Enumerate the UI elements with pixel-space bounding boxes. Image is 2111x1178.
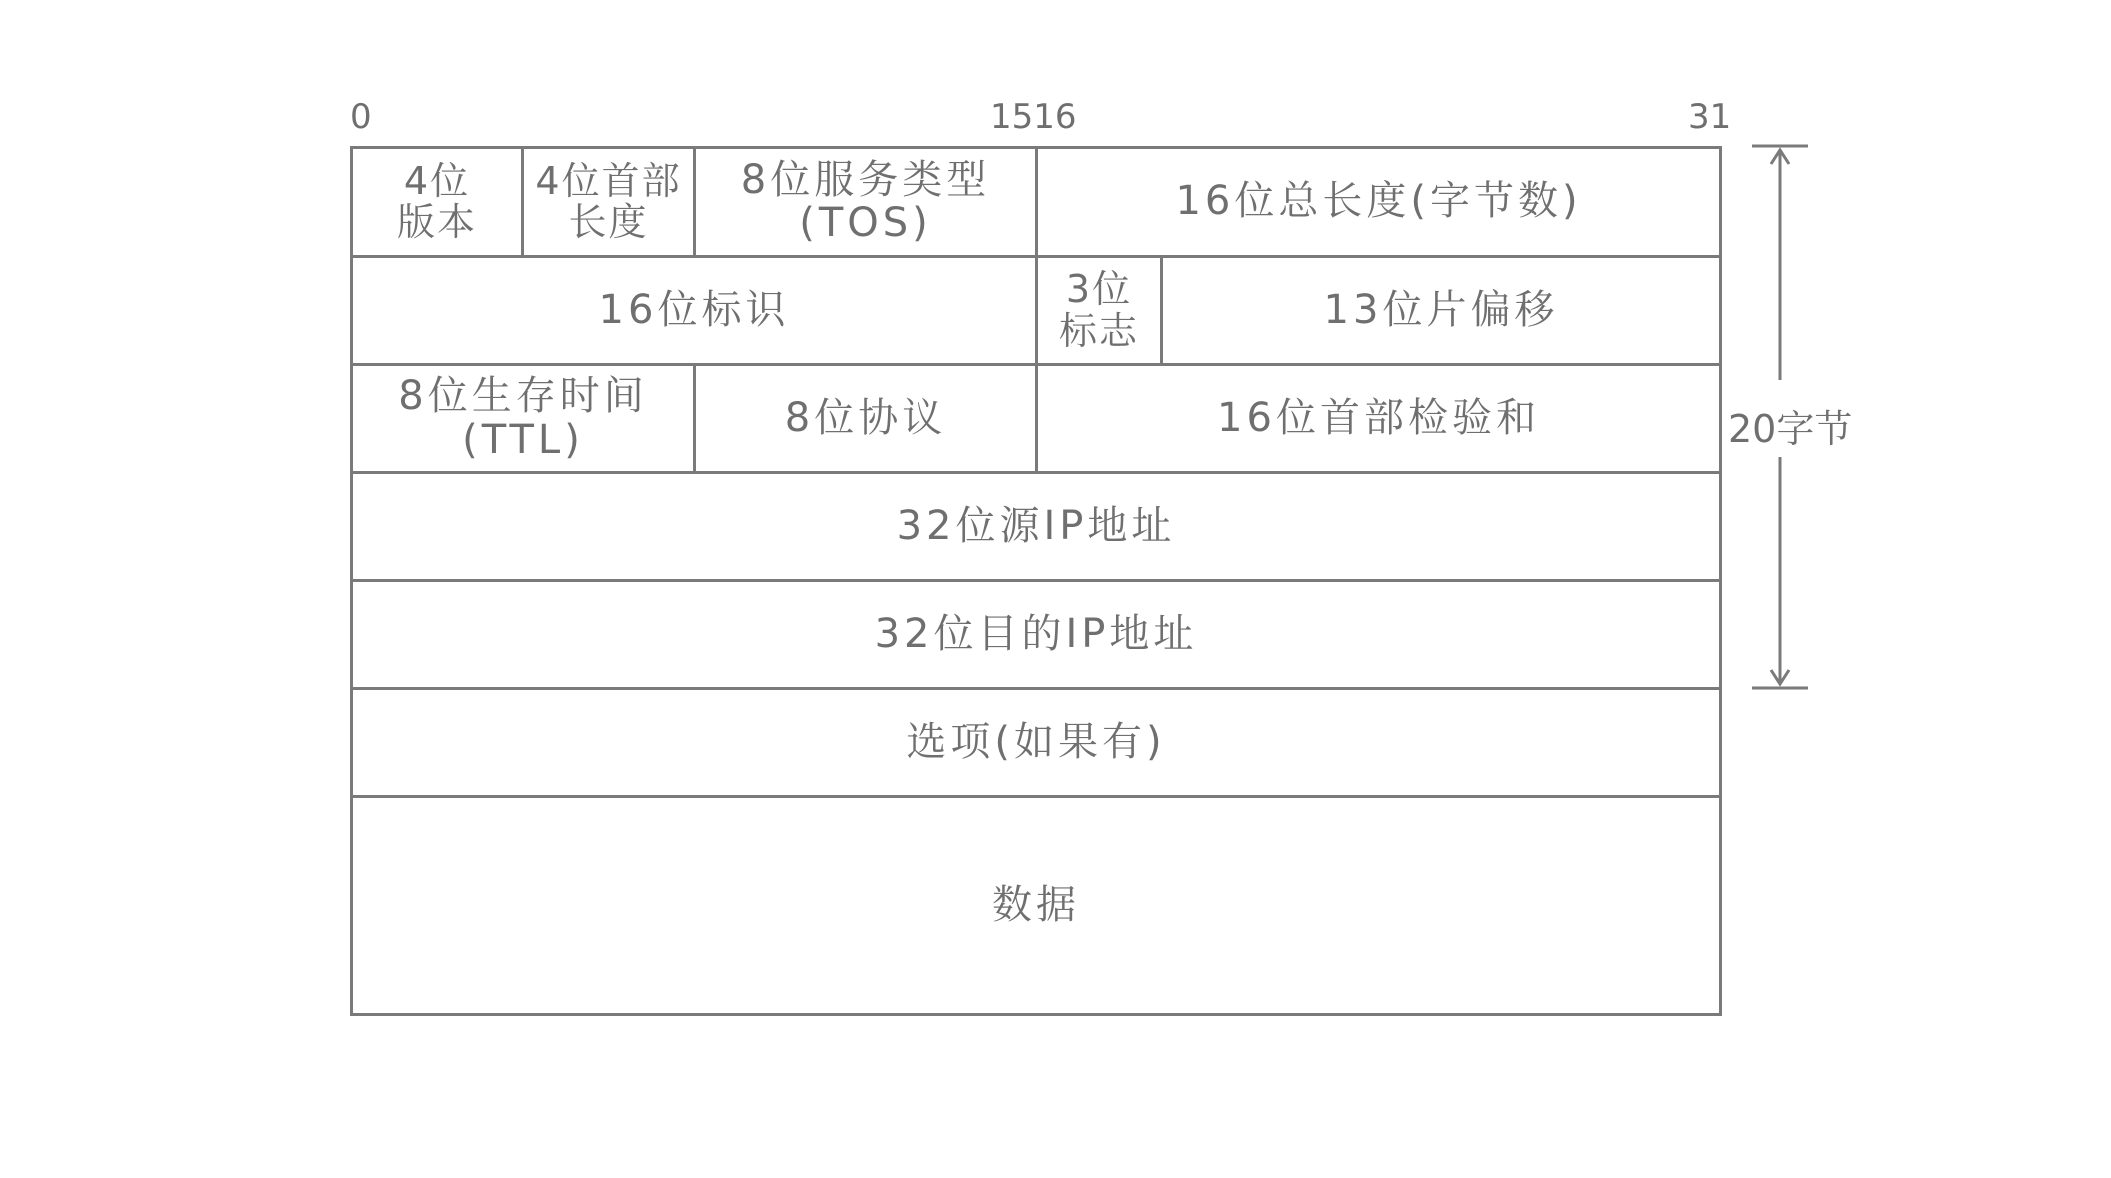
field-header-length: 4位首部 长度 xyxy=(521,146,696,258)
field-tos: 8位服务类型 (TOS) xyxy=(693,146,1038,258)
bit-label-15-16: 1516 xyxy=(990,97,1077,137)
bit-label-0: 0 xyxy=(350,97,372,137)
field-destination-ip: 32位目的IP地址 xyxy=(350,579,1722,690)
field-header-checksum: 16位首部检验和 xyxy=(1035,363,1722,474)
field-ttl: 8位生存时间 (TTL) xyxy=(350,363,696,474)
field-protocol: 8位协议 xyxy=(693,363,1038,474)
field-options: 选项(如果有) xyxy=(350,687,1722,798)
field-total-length: 16位总长度(字节数) xyxy=(1035,146,1722,258)
field-identification: 16位标识 xyxy=(350,255,1038,366)
bit-label-31: 31 xyxy=(1688,97,1732,137)
field-fragment-offset: 13位片偏移 xyxy=(1160,255,1722,366)
field-source-ip: 32位源IP地址 xyxy=(350,471,1722,582)
field-data: 数据 xyxy=(350,795,1722,1016)
field-version: 4位 版本 xyxy=(350,146,524,258)
header-size-label: 20字节 xyxy=(1728,394,1852,457)
field-flags: 3位 标志 xyxy=(1035,255,1163,366)
